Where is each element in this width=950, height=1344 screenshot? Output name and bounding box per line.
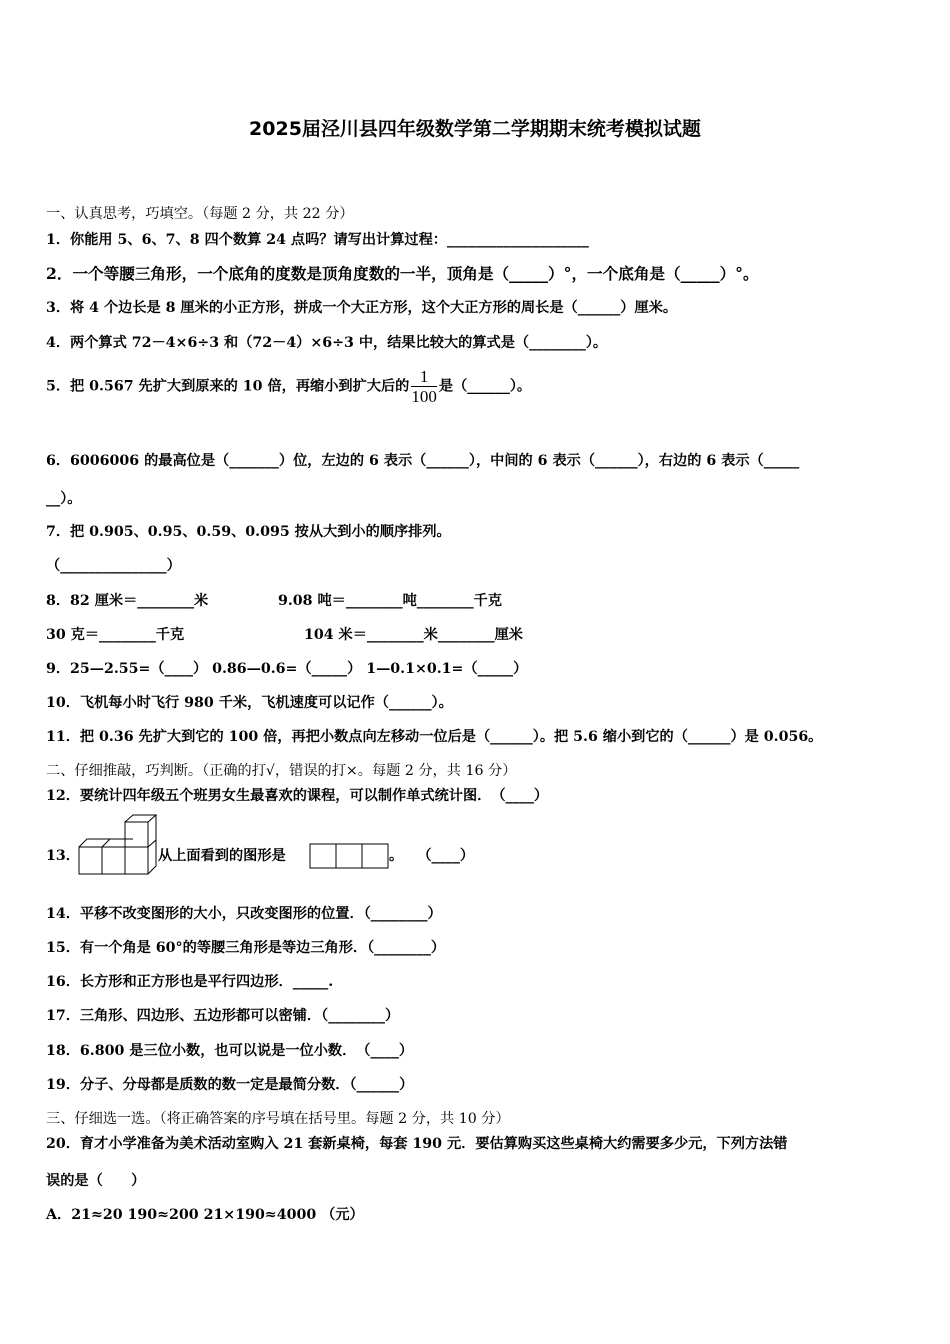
fraction-denominator: 100 [411,387,437,406]
question-3: 3．将 4 个边长是 8 厘米的小正方形，拼成一个大正方形，这个大正方形的周长是（______）厘米。 [46,300,678,316]
question-5-text-a: 5．把 0.567 先扩大到原来的 10 倍，再缩小到扩大后的 [46,378,410,395]
page-title: 2025届泾川县四年级数学第二学期期末统考模拟试题 [249,118,701,140]
question-7-answer-blank: （_______________） [46,558,181,574]
question-18: 18．6.800 是三位小数，也可以说是一位小数． （____） [46,1043,414,1059]
question-4: 4．两个算式 72－4×6÷3 和（72－4）×6÷3 中，结果比较大的算式是（________）。 [46,335,608,351]
question-20-option-a: A．21≈20 190≈200 21×190≈4000 （元） [46,1207,364,1223]
question-13-number: 13． [46,848,80,864]
question-6-line-1: 6．6006006 的最高位是（_______）位，左边的 6 表示（______），中间的 6 表示（______），右边的 6 表示（_____ [46,453,800,469]
section-1-heading: 一、认真思考，巧填空。（每题 2 分，共 22 分） [46,206,354,222]
question-20-line-2: 误的是（ ） [46,1173,146,1189]
question-5 [46,367,531,406]
fraction-numerator: 1 [419,367,429,386]
question-13-text: 从上面看到的图形是 [158,848,286,864]
top-view-three-squares-icon [309,842,389,870]
question-7: 7．把 0.905、0.95、0.59、0.095 按从大到小的顺序排列。 [46,524,451,540]
question-1: 1．你能用 5、6、7、8 四个数算 24 点吗？请写出计算过程：____________________ [46,232,589,248]
fraction-1-100 [411,367,437,406]
question-8-d: 104 米＝________米________厘米 [304,627,523,643]
question-9: 9．25—2.55=（____） 0.86—0.6=（_____） 1—0.1×0.1=（_____） [46,661,528,677]
question-2: 2．一个等腰三角形，一个底角的度数是顶角度数的一半，顶角是（_____）°，一个底角是（_____）°。 [46,264,759,283]
question-19: 19．分子、分母都是质数的数一定是最简分数．（______） [46,1077,414,1093]
question-5-text-b: 是（______）。 [438,378,532,395]
section-3-heading: 三、仔细选一选。（将正确答案的序号填在括号里。每题 2 分，共 10 分） [46,1111,510,1127]
question-15: 15．有一个角是 60°的等腰三角形是等边三角形．（________） [46,940,446,956]
question-12: 12．要统计四年级五个班男女生最喜欢的课程，可以制作单式统计图． （____） [46,788,549,804]
question-16: 16．长方形和正方形也是平行四边形．_____. [46,974,334,990]
question-13-answer: 。 （____） [389,848,475,864]
section-2-heading: 二、仔细推敲，巧判断。（正确的打√，错误的打×。每题 2 分，共 16 分） [46,763,517,779]
question-14: 14．平移不改变图形的大小，只改变图形的位置．（________） [46,906,442,922]
question-8-a: 8．82 厘米＝________米 [46,593,209,609]
question-8-b: 9.08 吨＝________吨________千克 [278,593,502,609]
question-8-c: 30 克＝________千克 [46,627,185,643]
question-10: 10．飞机每小时飞行 980 千米，飞机速度可以记作（______）。 [46,695,453,711]
question-11: 11．把 0.36 先扩大到它的 100 倍，再把小数点向左移动一位后是（______）。把 5.6 缩小到它的（______）是 0.056。 [46,729,823,745]
question-17: 17．三角形、四边形、五边形都可以密铺．（________） [46,1008,400,1024]
cube-stack-figure-icon [78,814,160,876]
question-20-line-1: 20．育才小学准备为美术活动室购入 21 套新桌椅，每套 190 元．要估算购买这些桌椅大约需要多少元，下列方法错 [46,1136,788,1152]
question-6-line-2: __）。 [46,491,82,507]
